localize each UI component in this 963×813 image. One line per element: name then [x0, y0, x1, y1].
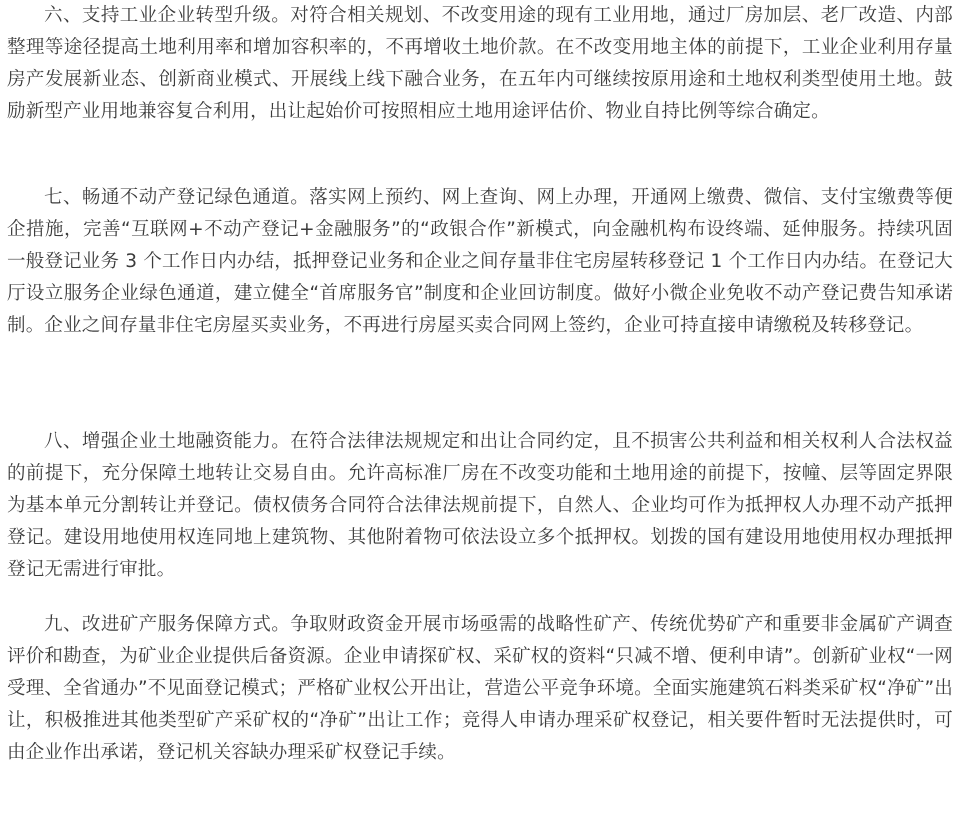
- paragraph-7-registration-green-channel: 七、畅通不动产登记绿色通道。落实网上预约、网上查询、网上办理，开通网上缴费、微信、支付宝缴费等便企措施，完善“互联网+不动产登记+金融服务”的“政银合作”新模式，向金融机构布设终端、延伸服务。持续巩固一般登记业务 3 个工作日内办结，抵押登记业务和企业之间存量非住宅房屋转移登记 1 个工作日内办结。在登记大厅设立服务企业绿色通道，建立健全“首席服务官”制度和企业回访制度。做好小微企业免收不动产登记费告知承诺制。企业之间存量非住宅房屋买卖业务，不再进行房屋买卖合同网上签约，企业可持直接申请缴税及转移登记。: [7, 187, 953, 336]
- paragraph-9-mineral-services: 九、改进矿产服务保障方式。争取财政资金开展市场亟需的战略性矿产、传统优势矿产和重要非金属矿产调查评价和勘查，为矿业企业提供后备资源。企业申请探矿权、采矿权的资料“只减不增、便利申请”。创新矿业权“一网受理、全省通办”不见面登记模式；严格矿业权公开出让，营造公平竞争环境。全面实施建筑石料类采矿权“净矿”出让，积极推进其他类型矿产采矿权的“净矿”出让工作；竞得人申请办理采矿权登记，相关要件暂时无法提供时，可由企业作出承诺，登记机关容缺办理采矿权登记手续。: [7, 614, 953, 763]
- paragraph-6-industrial-upgrade: 六、支持工业企业转型升级。对符合相关规划、不改变用途的现有工业用地，通过厂房加层、老厂改造、内部整理等途径提高土地利用率和增加容积率的，不再增收土地价款。在不改变用地主体的前提下，工业企业利用存量房产发展新业态、创新商业模式、开展线上线下融合业务，在五年内可继续按原用途和土地权利类型使用土地。鼓励新型产业用地兼容复合利用，出让起始价可按照相应土地用途评估价、物业自持比例等综合确定。: [7, 5, 953, 122]
- paragraph-8-land-financing: 八、增强企业土地融资能力。在符合法律法规规定和出让合同约定，且不损害公共利益和相关权利人合法权益的前提下，充分保障土地转让交易自由。允许高标准厂房在不改变功能和土地用途的前提下，按幢、层等固定界限为基本单元分割转让并登记。债权债务合同符合法律法规前提下，自然人、企业均可作为抵押权人办理不动产抵押登记。建设用地使用权连同地上建筑物、其他附着物可依法设立多个抵押权。划拨的国有建设用地使用权办理抵押登记无需进行审批。: [7, 431, 953, 580]
